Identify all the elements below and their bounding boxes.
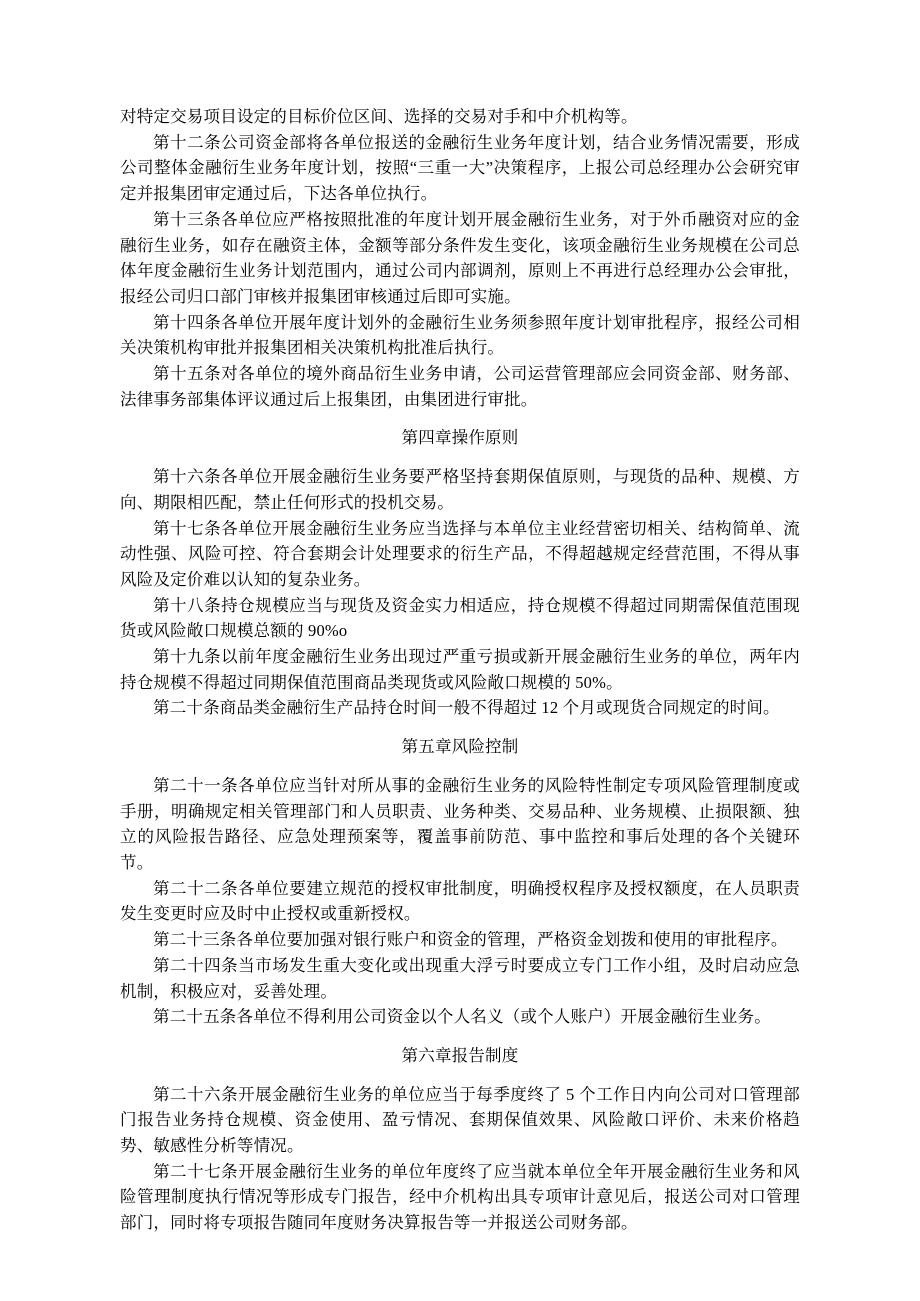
document-paragraph: 第二十二条各单位要建立规范的授权审批制度，明确授权程序及授权额度，在人员职责发生变更时应及时中止授权或重新授权。 (120, 878, 800, 924)
document-paragraph: 第二十五条各单位不得利用公司资金以个人名义（或个人账户）开展金融衍生业务。 (153, 1007, 771, 1027)
document-paragraph: 第二十七条开展金融衍生业务的单位年度终了应当就本单位全年开展金融衍生业务和风险管理制度执行情况等形成专门报告，经中介机构出具专项审计意见后，报送公司对口管理部门，同时将专项报告随同年度财务决算报告等一并报送公司财务部。 (120, 1161, 800, 1233)
document-paragraph: 第十九条以前年度金融衍生业务出现过严重亏损或新开展金融衍生业务的单位，两年内持仓规模不得超过同期保值范围商品类现货或风险敞口规模的 50%。 (120, 647, 800, 692)
document-paragraph: 第十四条各单位开展年度计划外的金融衍生业务须参照年度计划审批程序，报经公司相关决策机构审批并报集团相关决策机构批准后执行。 (120, 312, 800, 358)
document-paragraph: 第二十六条开展金融衍生业务的单位应当于每季度终了 5 个工作日内向公司对口管理部门报告业务持仓规模、资金使用、盈亏情况、套期保值效果、风险敞口评价、未来价格趋势、敏感性分析等情况。 (120, 1084, 800, 1156)
document-content (120, 104, 800, 1236)
document-paragraph: 第十五条对各单位的境外商品衍生业务申请，公司运营管理部应会同资金部、财务部、法律事务部集体评议通过后上报集团，由集团进行审批。 (120, 364, 800, 409)
chapter-heading: 第六章报告制度 (401, 1045, 519, 1065)
document-paragraph: 第十八条持仓规模应当与现货及资金实力相适应，持仓规模不得超过同期需保值范围现货或风险敞口规模总额的 90%o (120, 595, 800, 641)
chapter-heading: 第五章风险控制 (401, 737, 519, 757)
document-paragraph: 第十二条公司资金部将各单位报送的金融衍生业务年度计划，结合业务情况需要，形成公司整体金融衍生业务年度计划，按照“三重一大”决策程序，上报公司总经理办公会研究审定并报集团审定通过后，下达各单位执行。 (120, 132, 800, 204)
document-paragraph: 第十六条各单位开展金融衍生业务要严格坚持套期保值原则，与现货的品种、规模、方向、期限相匹配，禁止任何形式的投机交易。 (120, 467, 800, 512)
document-paragraph: 第二十条商品类金融衍生产品持仓时间一般不得超过 12 个月或现货合同规定的时间。 (153, 698, 780, 718)
document-paragraph: 第十七条各单位开展金融衍生业务应当选择与本单位主业经营密切相关、结构简单、流动性强、风险可控、符合套期会计处理要求的衍生产品，不得超越规定经营范围，不得从事风险及定价难以认知的复杂业务。 (120, 518, 800, 589)
document-paragraph: 第二十四条当市场发生重大变化或出现重大浮亏时要成立专门工作小组，及时启动应急机制，积极应对，妥善处理。 (120, 955, 800, 1001)
document-paragraph: 第二十三条各单位要加强对银行账户和资金的管理，严格资金划拨和使用的审批程序。 (153, 930, 788, 950)
chapter-heading: 第四章操作原则 (401, 428, 519, 448)
document-paragraph: 第二十一条各单位应当针对所从事的金融衍生业务的风险特性制定专项风险管理制度或手册，明确规定相关管理部门和人员职责、业务种类、交易品种、业务规模、止损限额、独立的风险报告路径、应急处理预案等，覆盖事前防范、事中监控和事后处理的各个关键环节。 (120, 775, 800, 872)
paragraph-continuation: 对特定交易项目设定的目标价位区间、选择的交易对手和中介机构等。 (120, 107, 638, 126)
document-paragraph: 第十三条各单位应严格按照批准的年度计划开展金融衍生业务，对于外币融资对应的金融衍生业务，如存在融资主体，金额等部分条件发生变化，该项金融衍生业务规模在公司总体年度金融衍生业务计划范围内，通过公司内部调剂，原则上不再进行总经理办公会审批，报经公司归口部门审核并报集团审核通过后即可实施。 (120, 209, 800, 306)
